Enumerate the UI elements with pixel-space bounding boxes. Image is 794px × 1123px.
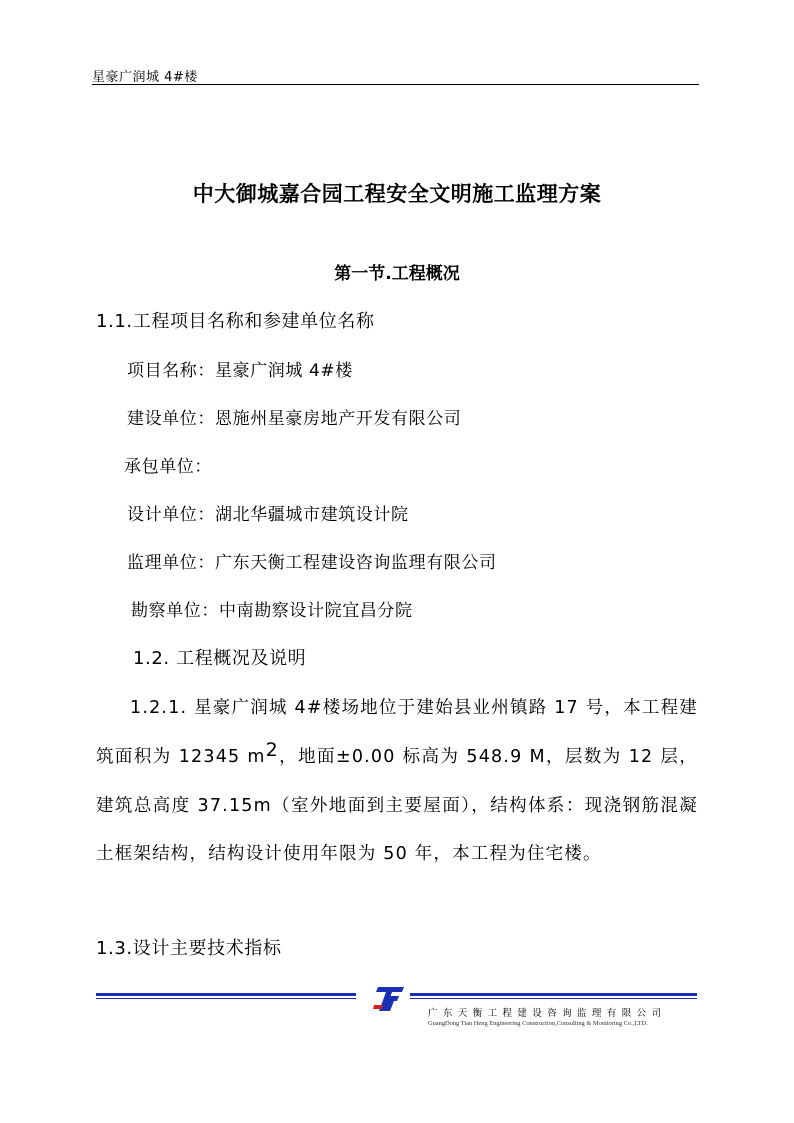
paragraph-part2: ，地面±0.00 标高为 548.9 M，层数为 12 层，建筑总高度 37.15m（室外地面到主要屋面），结构体系：现浇钢筋混凝土框架结构，结构设计使用年限为 50 年，本工程为住宅楼。 [96,746,698,865]
header-text: 星豪广润城 4#楼 [92,70,198,85]
item-project-name: 项目名称：星豪广润城 4#楼 [127,361,353,381]
footer-rule-right [410,993,697,999]
header-rule [92,84,699,85]
heading-1-2: 1.2. 工程概况及说明 [133,648,307,669]
item-contractor: 承包单位： [124,457,212,477]
heading-1-3: 1.3.设计主要技术指标 [96,938,282,959]
item-designer: 设计单位：湖北华疆城市建筑设计院 [127,505,409,525]
item-supervisor: 监理单位：广东天衡工程建设咨询监理有限公司 [127,553,497,573]
footer-rule-left [96,993,356,999]
paragraph-part1: 1.2.1. 星豪广润城 4#楼场地位于建始县业州镇路 17 号，本工程建筑面积为 12345 m [96,698,698,767]
footer-company-en: GuangDong Tian Heng Engineering Construction,Consulting & Monitoring Co.,LTD. [428,1020,648,1027]
section-title: 第一节.工程概况 [334,264,460,284]
paragraph-1-2-1 [96,684,698,879]
heading-1-1: 1.1.工程项目名称和参建单位名称 [96,311,375,332]
superscript-2: 2 [265,738,279,761]
footer-company-cn: 广东天衡工程建设咨询监理有限公司 [428,1008,667,1019]
company-logo-icon [372,985,406,1013]
document-title: 中大御城嘉合园工程安全文明施工监理方案 [192,182,602,206]
item-builder: 建设单位：恩施州星豪房地产开发有限公司 [127,409,462,429]
item-surveyor: 勘察单位：中南勘察设计院宜昌分院 [131,601,413,621]
